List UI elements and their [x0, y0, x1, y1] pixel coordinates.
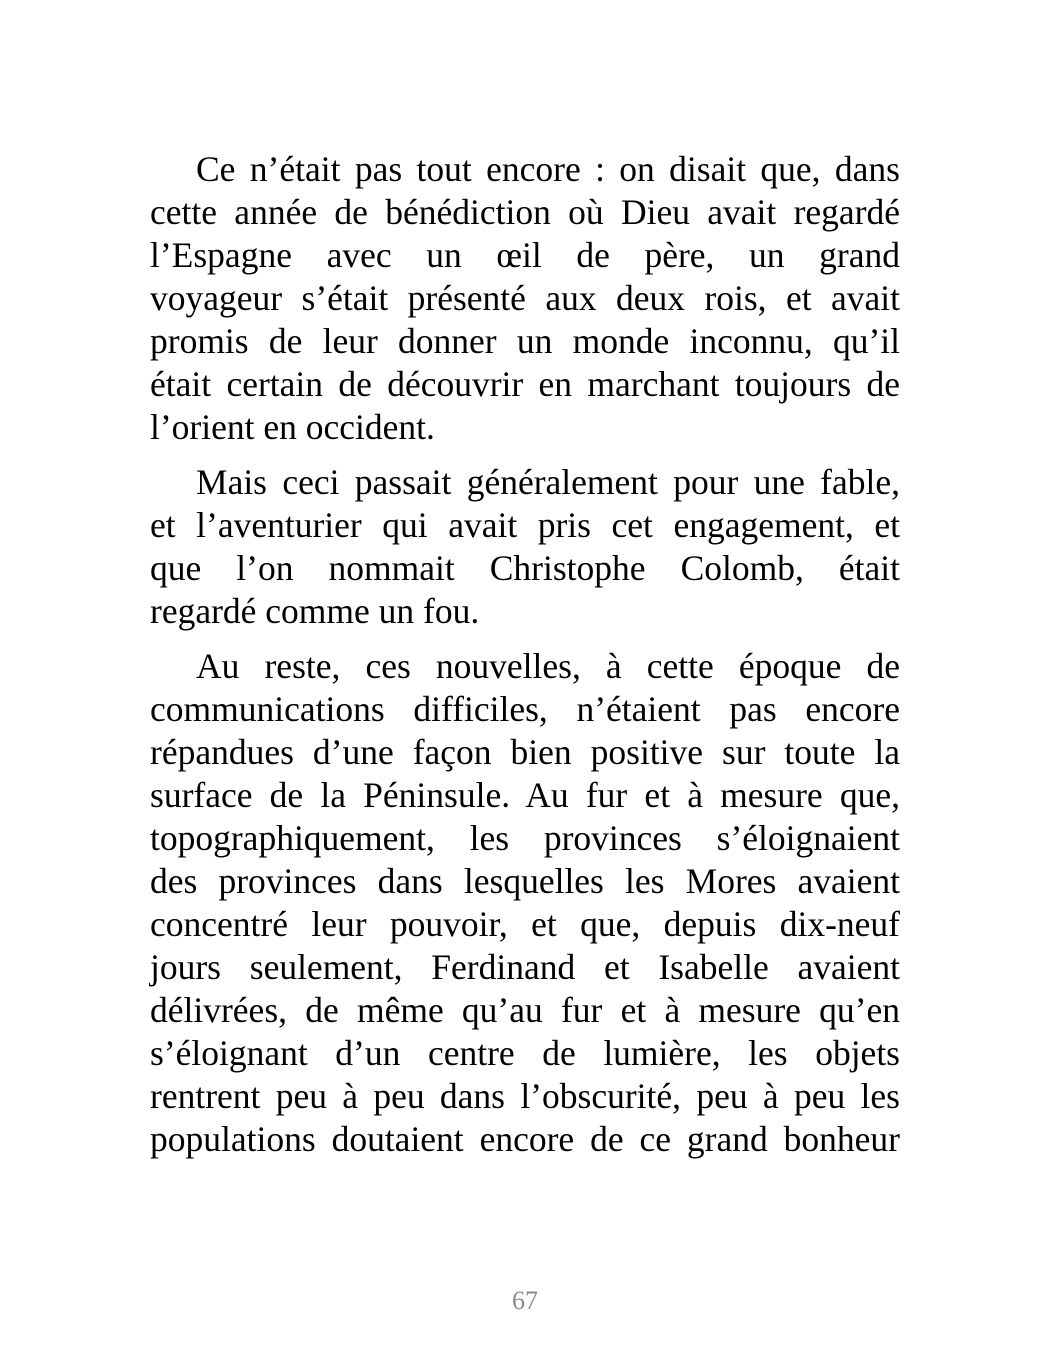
- text-line: topographiquement, les provinces s’éloignaient: [150, 818, 900, 858]
- text-line: s’éloignant d’un centre de lumière, les objets: [150, 1033, 900, 1073]
- text-line: était certain de découvrir en marchant toujours de: [150, 364, 900, 404]
- text-line: voyageur s’était présenté aux deux rois, et avait: [150, 278, 900, 318]
- text-line: jours seulement, Ferdinand et Isabelle avaient: [150, 947, 900, 987]
- text-line: promis de leur donner un monde inconnu, qu’il: [150, 321, 900, 361]
- paragraph: [150, 645, 900, 1161]
- text-line: Mais ceci passait généralement pour une fable,: [196, 462, 900, 502]
- page-number: 67: [512, 1286, 538, 1315]
- page-body: [150, 148, 900, 1161]
- text-line: regardé comme un fou.: [150, 591, 480, 631]
- paragraph: [150, 461, 900, 633]
- text-line: cette année de bénédiction où Dieu avait regardé: [150, 192, 900, 232]
- text-line: Au reste, ces nouvelles, à cette époque de: [196, 646, 900, 686]
- text-line: l’Espagne avec un œil de père, un grand: [150, 235, 900, 275]
- text-line: l’orient en occident.: [150, 407, 435, 447]
- paragraph: [150, 148, 900, 449]
- text-line: concentré leur pouvoir, et que, depuis dix-neuf: [150, 904, 900, 944]
- text-line: et l’aventurier qui avait pris cet engagement, et: [150, 505, 900, 545]
- text-line: Ce n’était pas tout encore : on disait que, dans: [196, 149, 900, 189]
- text-line: des provinces dans lesquelles les Mores avaient: [150, 861, 900, 901]
- text-line: communications difficiles, n’étaient pas encore: [150, 689, 900, 729]
- text-line: surface de la Péninsule. Au fur et à mesure que,: [150, 775, 900, 815]
- text-line: que l’on nommait Christophe Colomb, était: [150, 548, 900, 588]
- text-line: populations doutaient encore de ce grand bonheur: [150, 1119, 900, 1159]
- text-line: rentrent peu à peu dans l’obscurité, peu à peu les: [150, 1076, 900, 1116]
- text-line: répandues d’une façon bien positive sur toute la: [150, 732, 900, 772]
- text-line: délivrées, de même qu’au fur et à mesure qu’en: [150, 990, 900, 1030]
